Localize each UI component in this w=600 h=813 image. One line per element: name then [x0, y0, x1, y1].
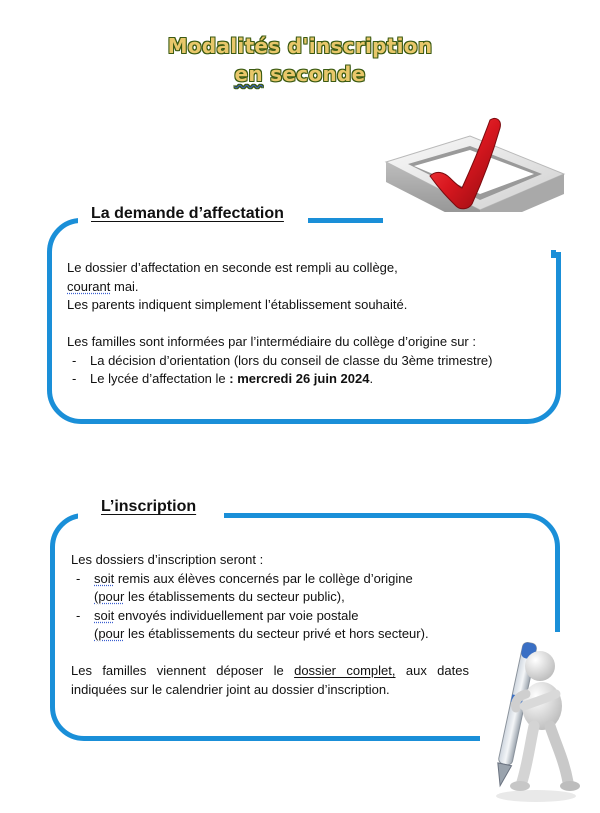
page-title	[0, 34, 600, 58]
affectation-line-4: Les familles sont informées par l’intermédiaire du collège d’origine sur :	[67, 334, 476, 349]
dossier-complet: dossier complet,	[294, 663, 396, 678]
affectation-line-3: Les parents indiquent simplement l’établissement souhaité.	[67, 297, 408, 312]
inscription-intro: Les dossiers d’inscription seront :	[71, 552, 264, 567]
affectation-line-2: courant mai.	[67, 278, 139, 294]
title-underlined-word: en	[234, 62, 263, 86]
title-line-2-rest: seconde	[262, 62, 366, 86]
list-item-continuation: (pour les établissements du secteur public),	[94, 589, 345, 604]
inscription-body	[71, 551, 469, 699]
frame-top-segment	[313, 218, 383, 224]
inscription-closing-2: indiquées sur le calendrier joint au dossier d’inscription.	[71, 681, 390, 697]
title-line-1: Modalités d'inscription	[167, 34, 433, 58]
page-subtitle	[0, 62, 600, 86]
affectation-heading: La demande d’affectation	[91, 205, 284, 222]
frame-illustration-gap	[380, 212, 570, 252]
affectation-date: : mercredi 26 juin 2024	[229, 371, 370, 386]
affectation-underlined-word: courant	[67, 278, 111, 294]
list-item: - soit envoyés individuellement par voie postale	[71, 607, 469, 626]
list-item: - Le lycée d’affectation le : mercredi 26 juin 2024.	[67, 370, 537, 389]
list-item-continuation: (pour les établissements du secteur privé et hors secteur).	[94, 626, 429, 641]
frame-right-cap	[551, 250, 559, 258]
figure-with-pen-icon	[478, 636, 583, 804]
list-item: - soit remis aux élèves concernés par le collège d’origine	[71, 570, 469, 589]
affectation-body	[67, 259, 537, 389]
inscription-heading: L’inscription	[101, 498, 197, 515]
list-item: - La décision d’orientation (lors du conseil de classe du 3ème trimestre)	[67, 352, 537, 371]
inscription-closing-1: Les familles viennent déposer le dossier complet, aux dates	[71, 663, 469, 678]
affectation-line-1: Le dossier d’affectation en seconde est rempli au collège,	[67, 260, 398, 275]
